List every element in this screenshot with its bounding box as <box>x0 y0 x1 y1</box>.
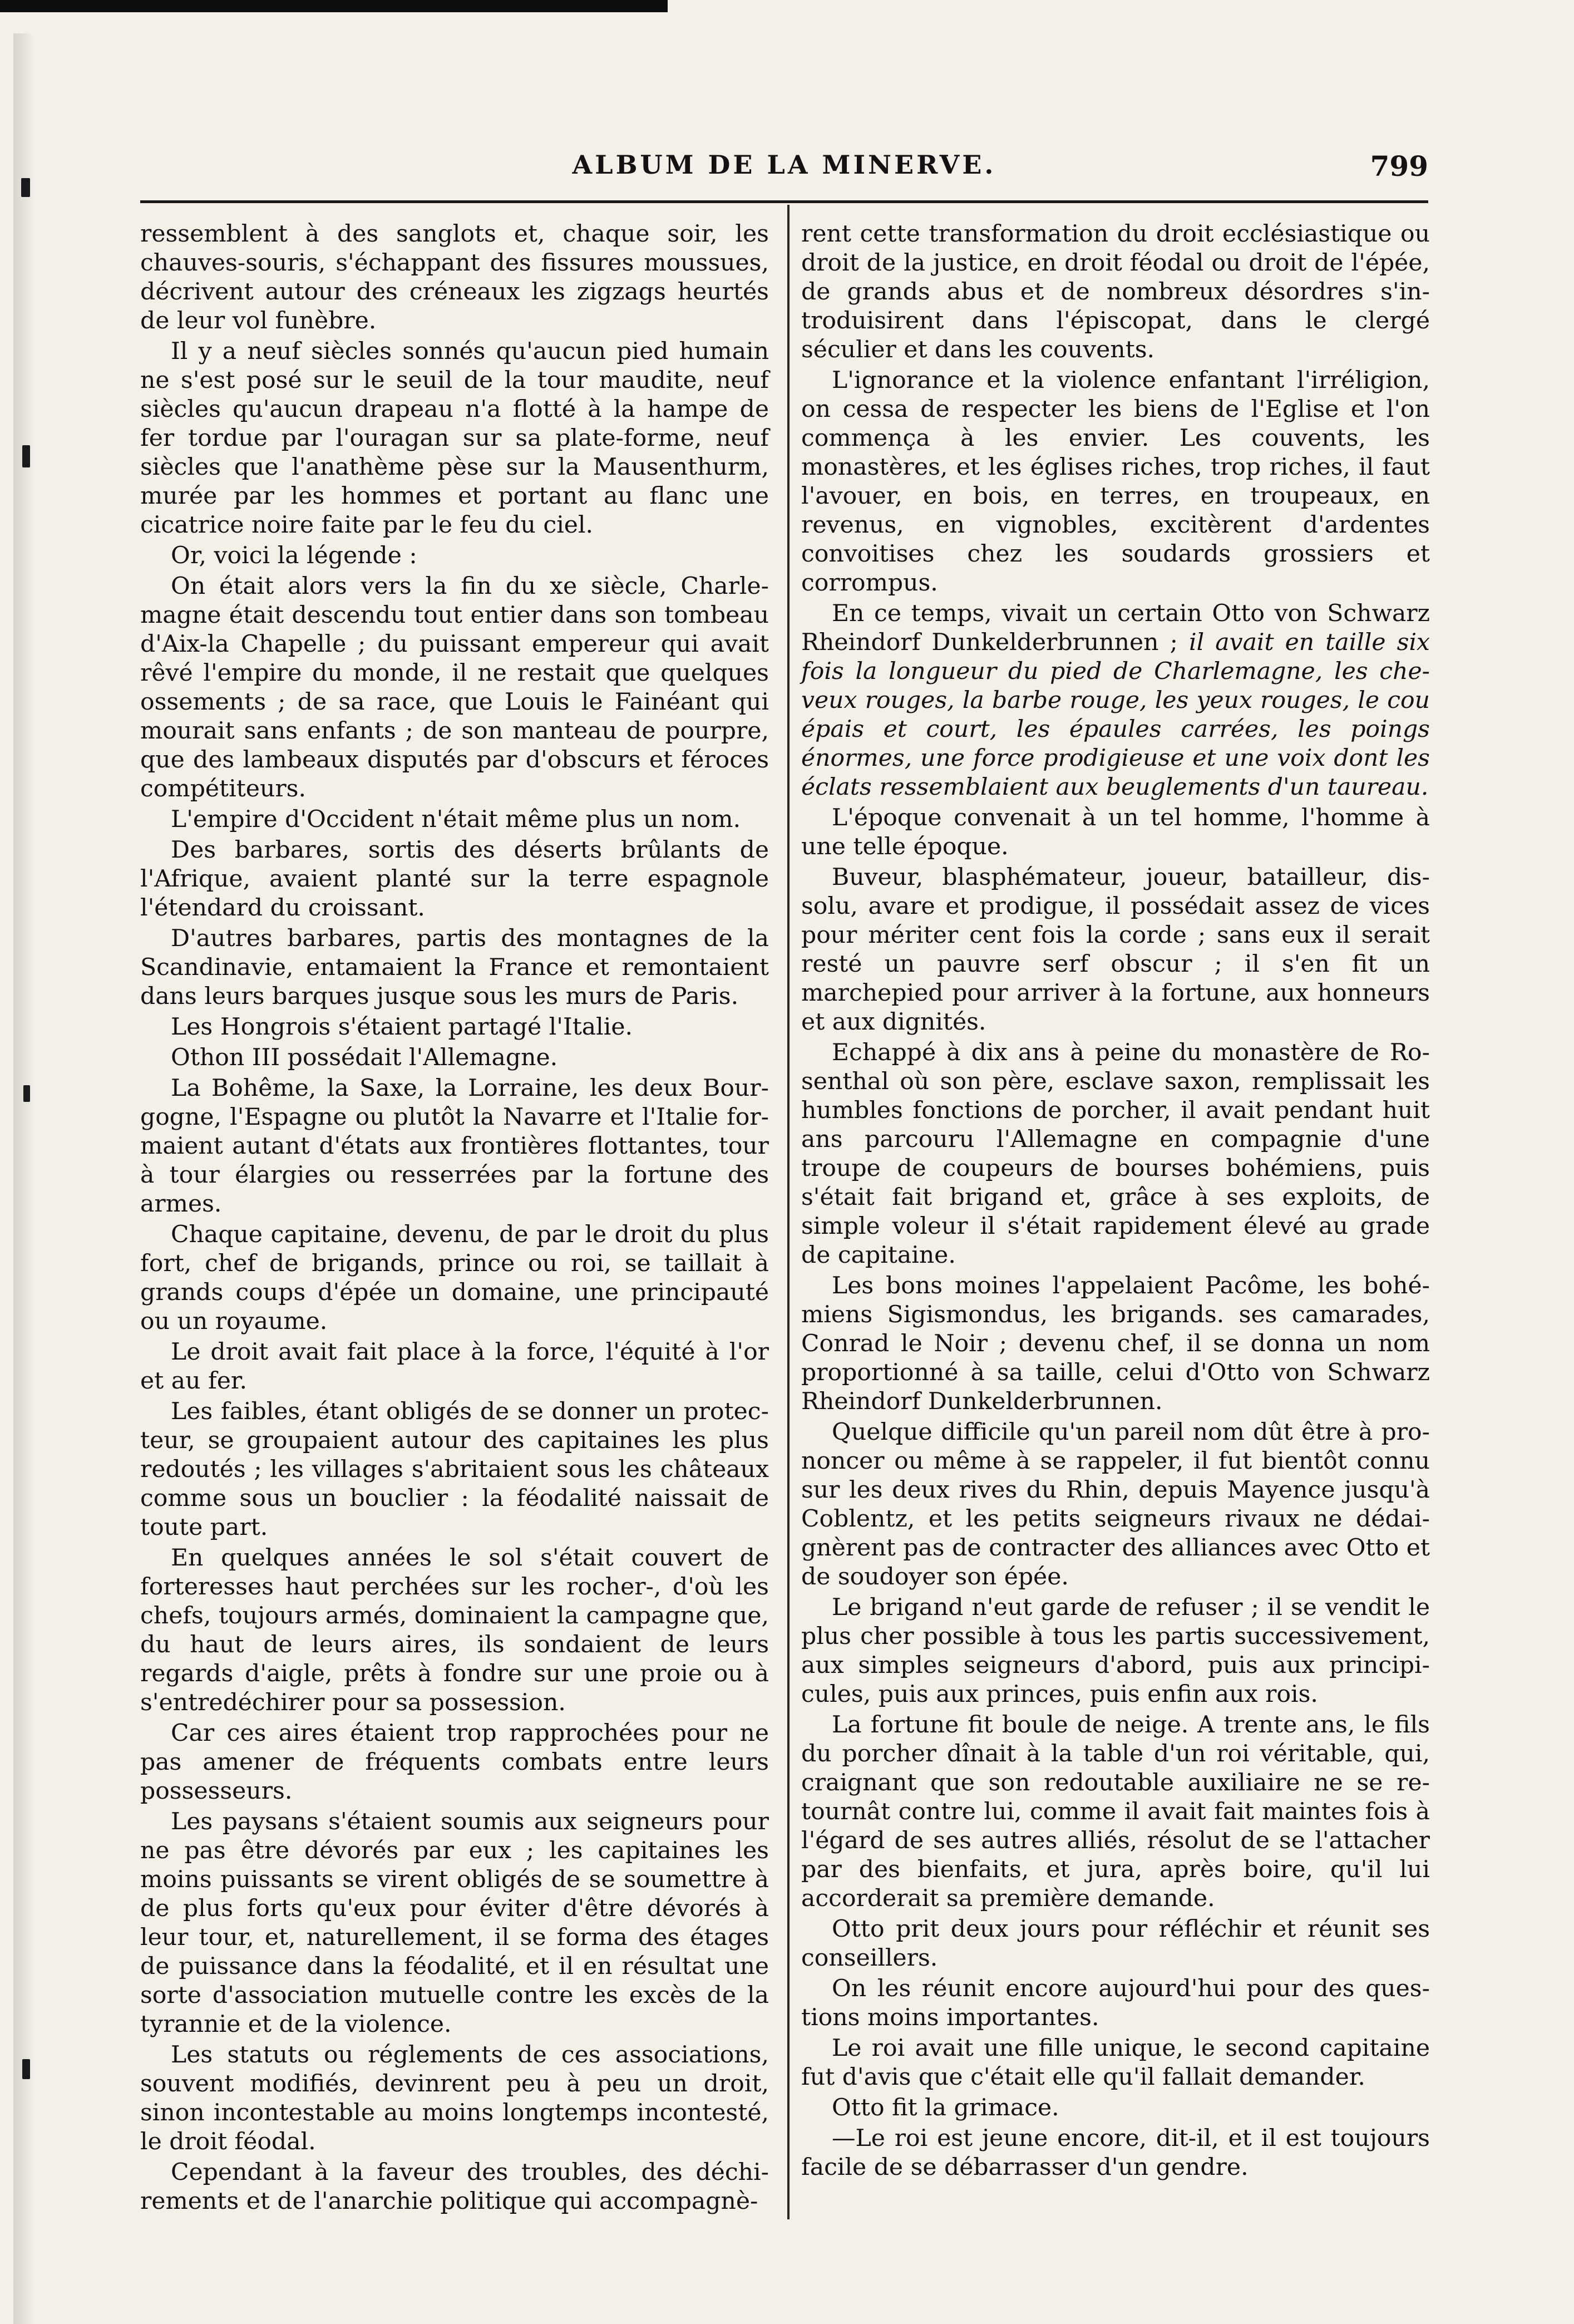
paragraph: D'autres barbares, partis des montagnes de la Scandinavie, entamaient la France et remontaient dans leurs barques jusque sous les murs de Paris. <box>140 925 769 1010</box>
paragraph: On les réunit encore aujourd'hui pour des questions moins importantes. <box>801 1975 1430 2031</box>
paragraph: Buveur, blasphémateur, joueur, batailleur, dissolu, avare et prodigue, il possédait assez de vices pour mériter cent fois la corde ; sans eux il serait resté un pauvre serf obscur ; il s'en fit un marchepied pour arriver à la fortune, aux honneurs et aux dignités. <box>801 864 1430 1036</box>
page-header <box>140 142 1428 186</box>
paragraph: rent cette transformation du droit ecclésiastique ou droit de la justice, en droit féodal ou droit de l'épée, de grands abus et de nombreux désordres s'introduisirent dans l'épiscopat, dans le clergé séculier et dans les couvents. <box>801 220 1430 363</box>
scan-top-border <box>0 0 668 12</box>
paragraph: Les statuts ou réglements de ces associations, souvent modifiés, devinrent peu à peu un droit, sinon incontestable au moins longtemps incontesté, le droit féodal. <box>140 2041 769 2155</box>
paragraph: Les paysans s'étaient soumis aux seigneurs pour ne pas être dévorés par eux ; les capitaines les moins puissants se virent obligés de se soumettre à de plus forts qu'eux pour éviter d'être dévorés à leur tour, et, naturellement, il se forma des étages de puissance dans la féodalité, et il en résultat une sorte d'association mutuelle contre les excès de la tyrannie et de la violence. <box>140 1808 769 2038</box>
paragraph: Il y a neuf siècles sonnés qu'aucun pied humain ne s'est posé sur le seuil de la tour maudite, neuf siècles qu'aucun drapeau n'a flotté à la hampe de fer tordue par l'ouragan sur sa plate-forme, neuf siècles que l'anathème pèse sur la Mausenthurm, murée par les hommes et portant au flanc une cicatrice noire faite par le feu du ciel. <box>140 338 769 539</box>
header-rule <box>140 200 1428 203</box>
paragraph: Des barbares, sortis des déserts brûlants de l'Afrique, avaient planté sur la terre espagnole l'étendard du croissant. <box>140 836 769 922</box>
page-number: 799 <box>1370 150 1428 183</box>
paragraph: Les faibles, étant obligés de se donner un protecteur, se groupaient autour des capitaines les plus redoutés ; les villages s'abritaient sous les châteaux comme sous un bouclier : la féodalité naissait de toute part. <box>140 1398 769 1541</box>
scan-artifact-mark <box>23 1085 30 1102</box>
paragraph: Otto prit deux jours pour réfléchir et réunit ses conseillers. <box>801 1916 1430 1972</box>
left-column <box>140 220 769 2218</box>
scan-artifact-mark <box>21 178 30 197</box>
column-divider <box>787 205 790 2219</box>
paragraph: Chaque capitaine, devenu, de par le droit du plus fort, chef de brigands, prince ou roi, se taillait à grands coups d'épée un domaine, une principauté ou un royaume. <box>140 1221 769 1335</box>
paragraph: Quelque difficile qu'un pareil nom dût être à prononcer ou même à se rappeler, il fut bientôt connu sur les deux rives du Rhin, depuis Mayence jusqu'à Coblentz, et les petits seigneurs rivaux ne dédaignèrent pas de contracter des alliances avec Otto et de soudoyer son épée. <box>801 1419 1430 1591</box>
right-column <box>801 220 1430 2184</box>
paragraph-text: En ce temps, vivait un certain Otto von Schwarz Rheindorf Dunkelderbrunnen ; <box>801 600 1430 656</box>
paragraph: Echappé à dix ans à peine du monastère de Rosenthal où son père, esclave saxon, remplissait les humbles fonctions de porcher, il avait pendant huit ans parcouru l'Allemagne en compagnie d'une troupe de coupeurs de bourses bohémiens, puis s'était fait brigand et, grâce à ses exploits, de simple voleur il s'était rapidement élevé au grade de capitaine. <box>801 1039 1430 1269</box>
paragraph: L'époque convenait à un tel homme, l'homme à une telle époque. <box>801 804 1430 860</box>
paragraph: Les Hongrois s'étaient partagé l'Italie. <box>171 1013 633 1041</box>
paragraph: Otto fit la grimace. <box>832 2094 1059 2121</box>
right-column-rest <box>801 804 1430 2182</box>
paragraph: —Le roi est jeune encore, dit-il, et il est toujours facile de se débarrasser d'un gendre. <box>801 2125 1430 2181</box>
paragraph <box>801 599 1430 802</box>
paragraph: L'empire d'Occident n'était même plus un nom. <box>171 806 741 833</box>
paragraph: Les bons moines l'appelaient Pacôme, les bohémiens Sigismondus, les brigands. ses camarades, Conrad le Noir ; devenu chef, il se donna un nom proportionné à sa taille, celui d'Otto von Schwarz Rheindorf Dunkelderbrunnen. <box>801 1272 1430 1415</box>
paragraph: La fortune fit boule de neige. A trente ans, le fils du porcher dînait à la table d'un roi véritable, qui, craignant que son redoutable auxiliaire ne se retournât contre lui, comme il avait fait maintes fois à l'égard de ses autres alliés, résolut de se l'attacher par des bienfaits, et jura, après boire, qu'il lui accorderait sa première demande. <box>801 1711 1430 1912</box>
paragraph: On était alors vers la fin du xe siècle, Charlemagne était descendu tout entier dans son tombeau d'Aix-la Chapelle ; du puissant empereur qui avait rêvé l'empire du monde, il ne restait que quelques ossements ; de sa race, que Louis le Fainéant qui mourait sans enfants ; de son manteau de pourpre, que des lambeaux disputés par d'obscurs et féroces compétiteurs. <box>140 573 769 802</box>
paragraph: Le brigand n'eut garde de refuser ; il se vendit le plus cher possible à tous les partis successivement, aux simples seigneurs d'abord, puis aux principicules, puis aux princes, puis enfin aux rois. <box>801 1594 1430 1708</box>
paragraph: Car ces aires étaient trop rapprochées pour ne pas amener de fréquents combats entre leurs possesseurs. <box>140 1720 769 1805</box>
paragraph: La Bohême, la Saxe, la Lorraine, les deux Bourgogne, l'Espagne ou plutôt la Navarre et l'Italie formaient autant d'états aux frontières flottantes, tour à tour élargies ou resserrées par la fortune des armes. <box>140 1075 769 1218</box>
paragraph: Othon III possédait l'Allemagne. <box>171 1044 558 1071</box>
scan-artifact-mark <box>22 2059 30 2079</box>
italic-description: il avait en taille six fois la longueur du pied de Charlemagne, les cheveux rouges, la barbe rouge, les yeux rouges, le cou épais et court, les épaules carrées, les poings énormes, une force prodigieuse et une voix dont les éclats ressemblaient aux beuglements d'un taureau. <box>801 629 1430 801</box>
paragraph: Cependant à la faveur des troubles, des déchirements et de l'anarchie politique qui accompagnè- <box>140 2159 769 2215</box>
paragraph: L'ignorance et la violence enfantant l'irréligion, on cessa de respecter les biens de l'Eglise et l'on commença à les envier. Les couvents, les monastères, et les églises riches, trop riches, il faut l'avouer, en bois, en terres, en troupeaux, en revenus, en vignobles, excitèrent d'ardentes convoitises chez les soudards grossiers et corrompus. <box>801 367 1430 597</box>
running-title: ALBUM DE LA MINERVE. <box>572 150 996 180</box>
scan-artifact-mark <box>22 445 30 467</box>
paragraph: Le roi avait une fille unique, le second capitaine fut d'avis que c'était elle qu'il fallait demander. <box>801 2035 1430 2091</box>
binding-edge <box>13 33 32 2324</box>
paragraph: ressemblent à des sanglots et, chaque soir, les chauves-souris, s'échappant des fissures moussues, décrivent autour des créneaux les zigzags heurtés de leur vol funèbre. <box>140 220 769 334</box>
paragraph: Le droit avait fait place à la force, l'équité à l'or et au fer. <box>140 1338 769 1395</box>
paragraph: En quelques années le sol s'était couvert de forteresses haut perchées sur les rocher-, d'où les chefs, toujours armés, dominaient la campagne que, du haut de leurs aires, ils sondaient de leurs regards d'aigle, prêts à fondre sur une proie ou à s'entredéchirer pour sa possession. <box>140 1544 769 1716</box>
paragraph: Or, voici la légende : <box>171 542 417 569</box>
